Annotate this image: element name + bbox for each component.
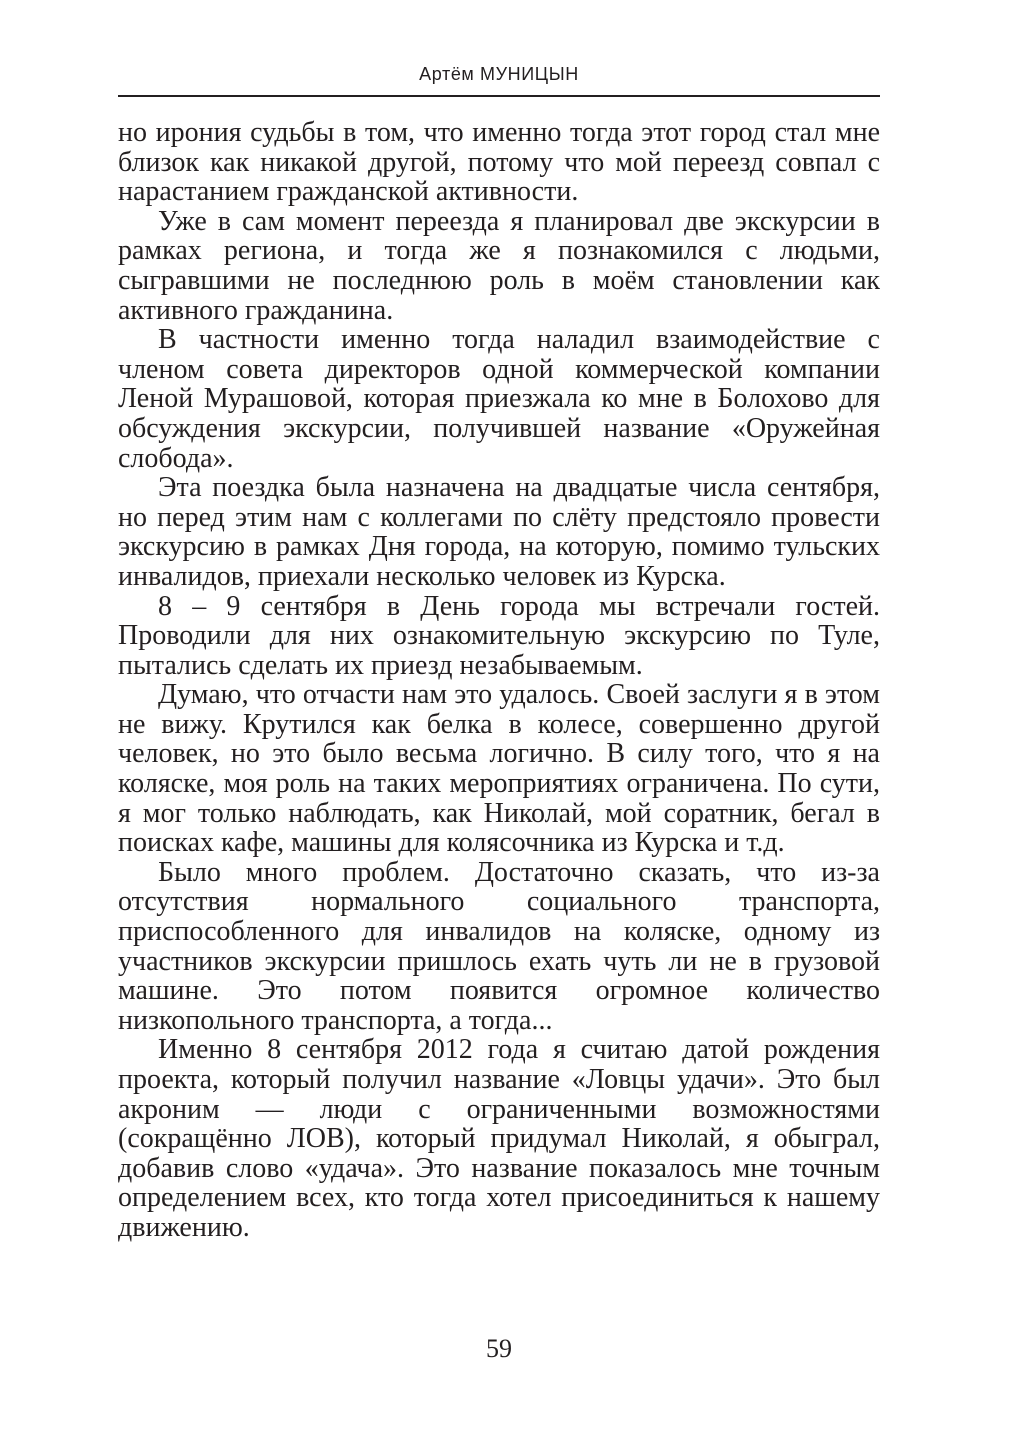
running-head: Артём МУНИЦЫН <box>419 64 579 84</box>
paragraph: Эта поездка была назначена на двадцатые числа сентября, но перед этим нам с коллегами по слёту предстояло провести экскурсию в рамках Дня города, на которую, помимо тульских инвалидов, приехали несколько человек из Курска. <box>118 472 880 592</box>
paragraph: Уже в сам момент переезда я планировал две экскурсии в рамках региона, и тогда же я познакомился с людьми, сыгравшими не последнюю роль в моём становлении как активного гражданина. <box>118 205 880 326</box>
page-number: 59 <box>486 1334 512 1363</box>
paragraph: но ирония судьбы в том, что именно тогда этот город стал мне близок как никакой другой, потому что мой переезд совпал с нарастанием гражданской активности. <box>118 117 880 208</box>
body-text <box>118 118 880 1243</box>
paragraph: В частности именно тогда наладил взаимодействие с членом совета директоров одной коммерческой компании Леной Мурашовой, которая приезжала ко мне в Болохово для обсуждения экскурсии, получившей название «Оружейная слобода». <box>118 324 880 474</box>
paragraph: Думаю, что отчасти нам это удалось. Своей заслуги я в этом не вижу. Крутился как белка в колесе, совершенно другой человек, но это было весьма логично. В силу того, что я на коляске, моя роль на таких мероприятиях ограничена. По сути, я мог только наблюдать, как Николай, мой соратник, бегал в поисках кафе, машины для колясочника из Курска и т.д. <box>118 679 880 859</box>
header-rule <box>118 95 880 97</box>
paragraph: Было много проблем. Достаточно сказать, что из-за отсутствия нормального социального транспорта, приспособленного для инвалидов на коляске, одному из участников экскурсии пришлось ехать чуть ли не в грузовой машине. Это потом появится огромное количество низкопольного транспорта, а тогда... <box>118 856 880 1036</box>
paragraph: Именно 8 сентября 2012 года я считаю датой рождения проекта, который получил название «Ловцы удачи». Это был акроним — люди с ограниченными возможностями (сокращённо ЛОВ), который придумал Николай, я обыграл, добавив слово «удача». Это название показалось мне точным определением всех, кто тогда хотел присоединиться к нашему движению. <box>118 1034 880 1243</box>
paragraph: 8 – 9 сентября в День города мы встречали гостей. Проводили для них ознакомительную экскурсию по Туле, пытались сделать их приезд незабываемым. <box>118 590 880 681</box>
